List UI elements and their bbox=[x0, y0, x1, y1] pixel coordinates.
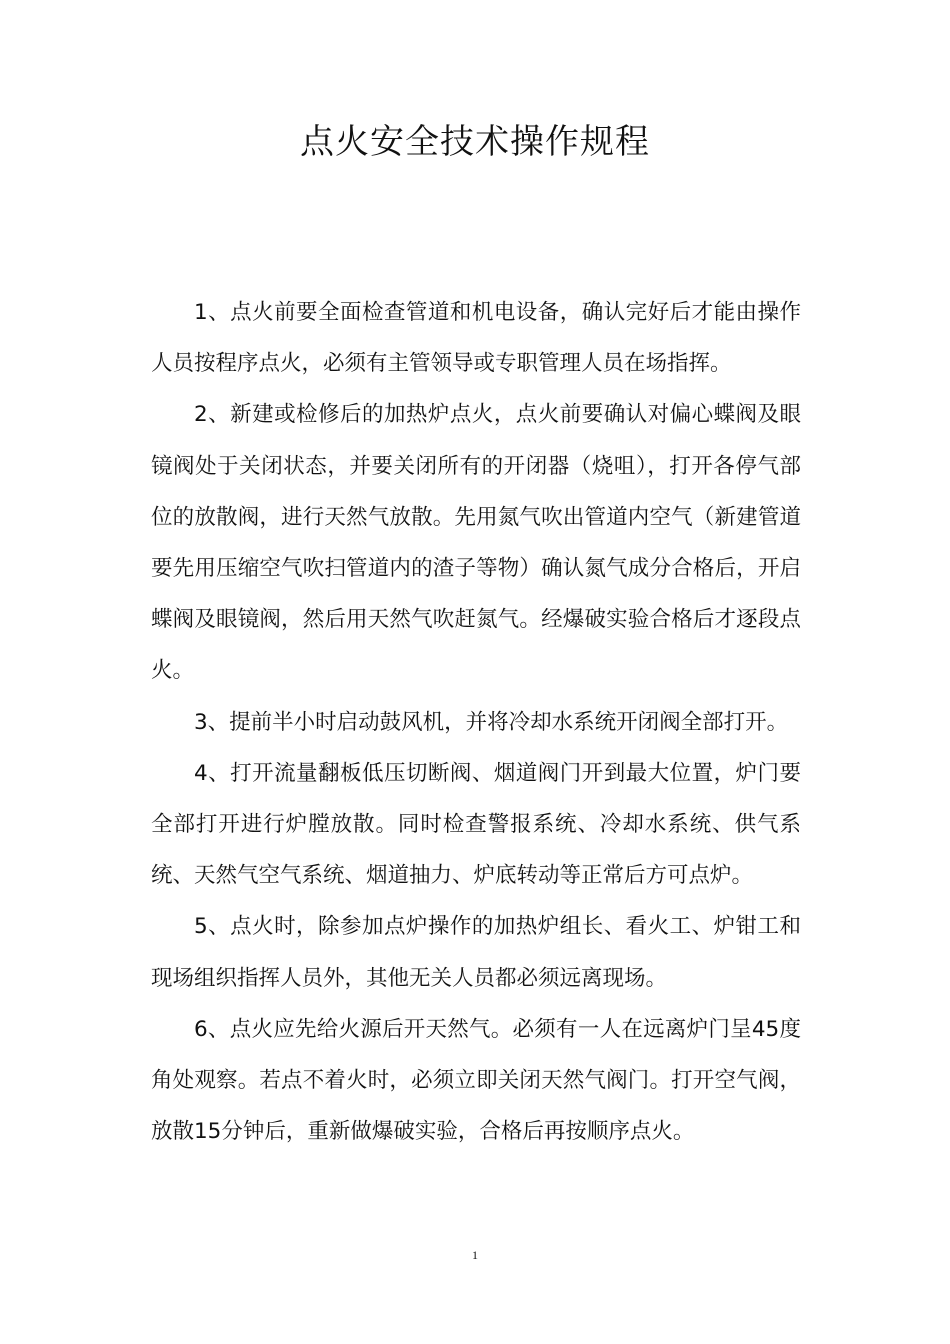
document-title: 点火安全技术操作规程 bbox=[300, 122, 650, 162]
page-number: 1 bbox=[472, 1248, 478, 1262]
paragraph-2: 2、新建或检修后的加热炉点火，点火前要确认对偏心蝶阀及眼镜阀处于关闭状态，并要关闭所有的开闭器（烧咀），打开各停气部位的放散阀，进行天然气放散。先用氮气吹出管道内空气（新建管道要先用压缩空气吹扫管道内的渣子等物）确认氮气成分合格后，开启蝶阀及眼镜阀，然后用天然气吹赶氮气。经爆破实验合格后才逐段点火。 bbox=[151, 402, 801, 684]
paragraph-5: 5、点火时，除参加点炉操作的加热炉组长、看火工、炉钳工和现场组织指挥人员外，其他无关人员都必须远离现场。 bbox=[151, 914, 801, 991]
paragraph-4: 4、打开流量翻板低压切断阀、烟道阀门开到最大位置，炉门要全部打开进行炉膛放散。同时检查警报系统、冷却水系统、供气系统、天然气空气系统、烟道抽力、炉底转动等正常后方可点炉。 bbox=[151, 760, 801, 889]
document-body bbox=[151, 287, 801, 1157]
paragraph-6: 6、点火应先给火源后开天然气。必须有一人在远离炉门呈45度角处观察。若点不着火时，必须立即关闭天然气阀门。打开空气阀，放散15分钟后，重新做爆破实验，合格后再按顺序点火。 bbox=[151, 1016, 801, 1145]
paragraph-1: 1、点火前要全面检查管道和机电设备，确认完好后才能由操作人员按程序点火，必须有主管领导或专职管理人员在场指挥。 bbox=[151, 300, 801, 377]
paragraph-3: 3、提前半小时启动鼓风机，并将冷却水系统开闭阀全部打开。 bbox=[194, 709, 789, 735]
